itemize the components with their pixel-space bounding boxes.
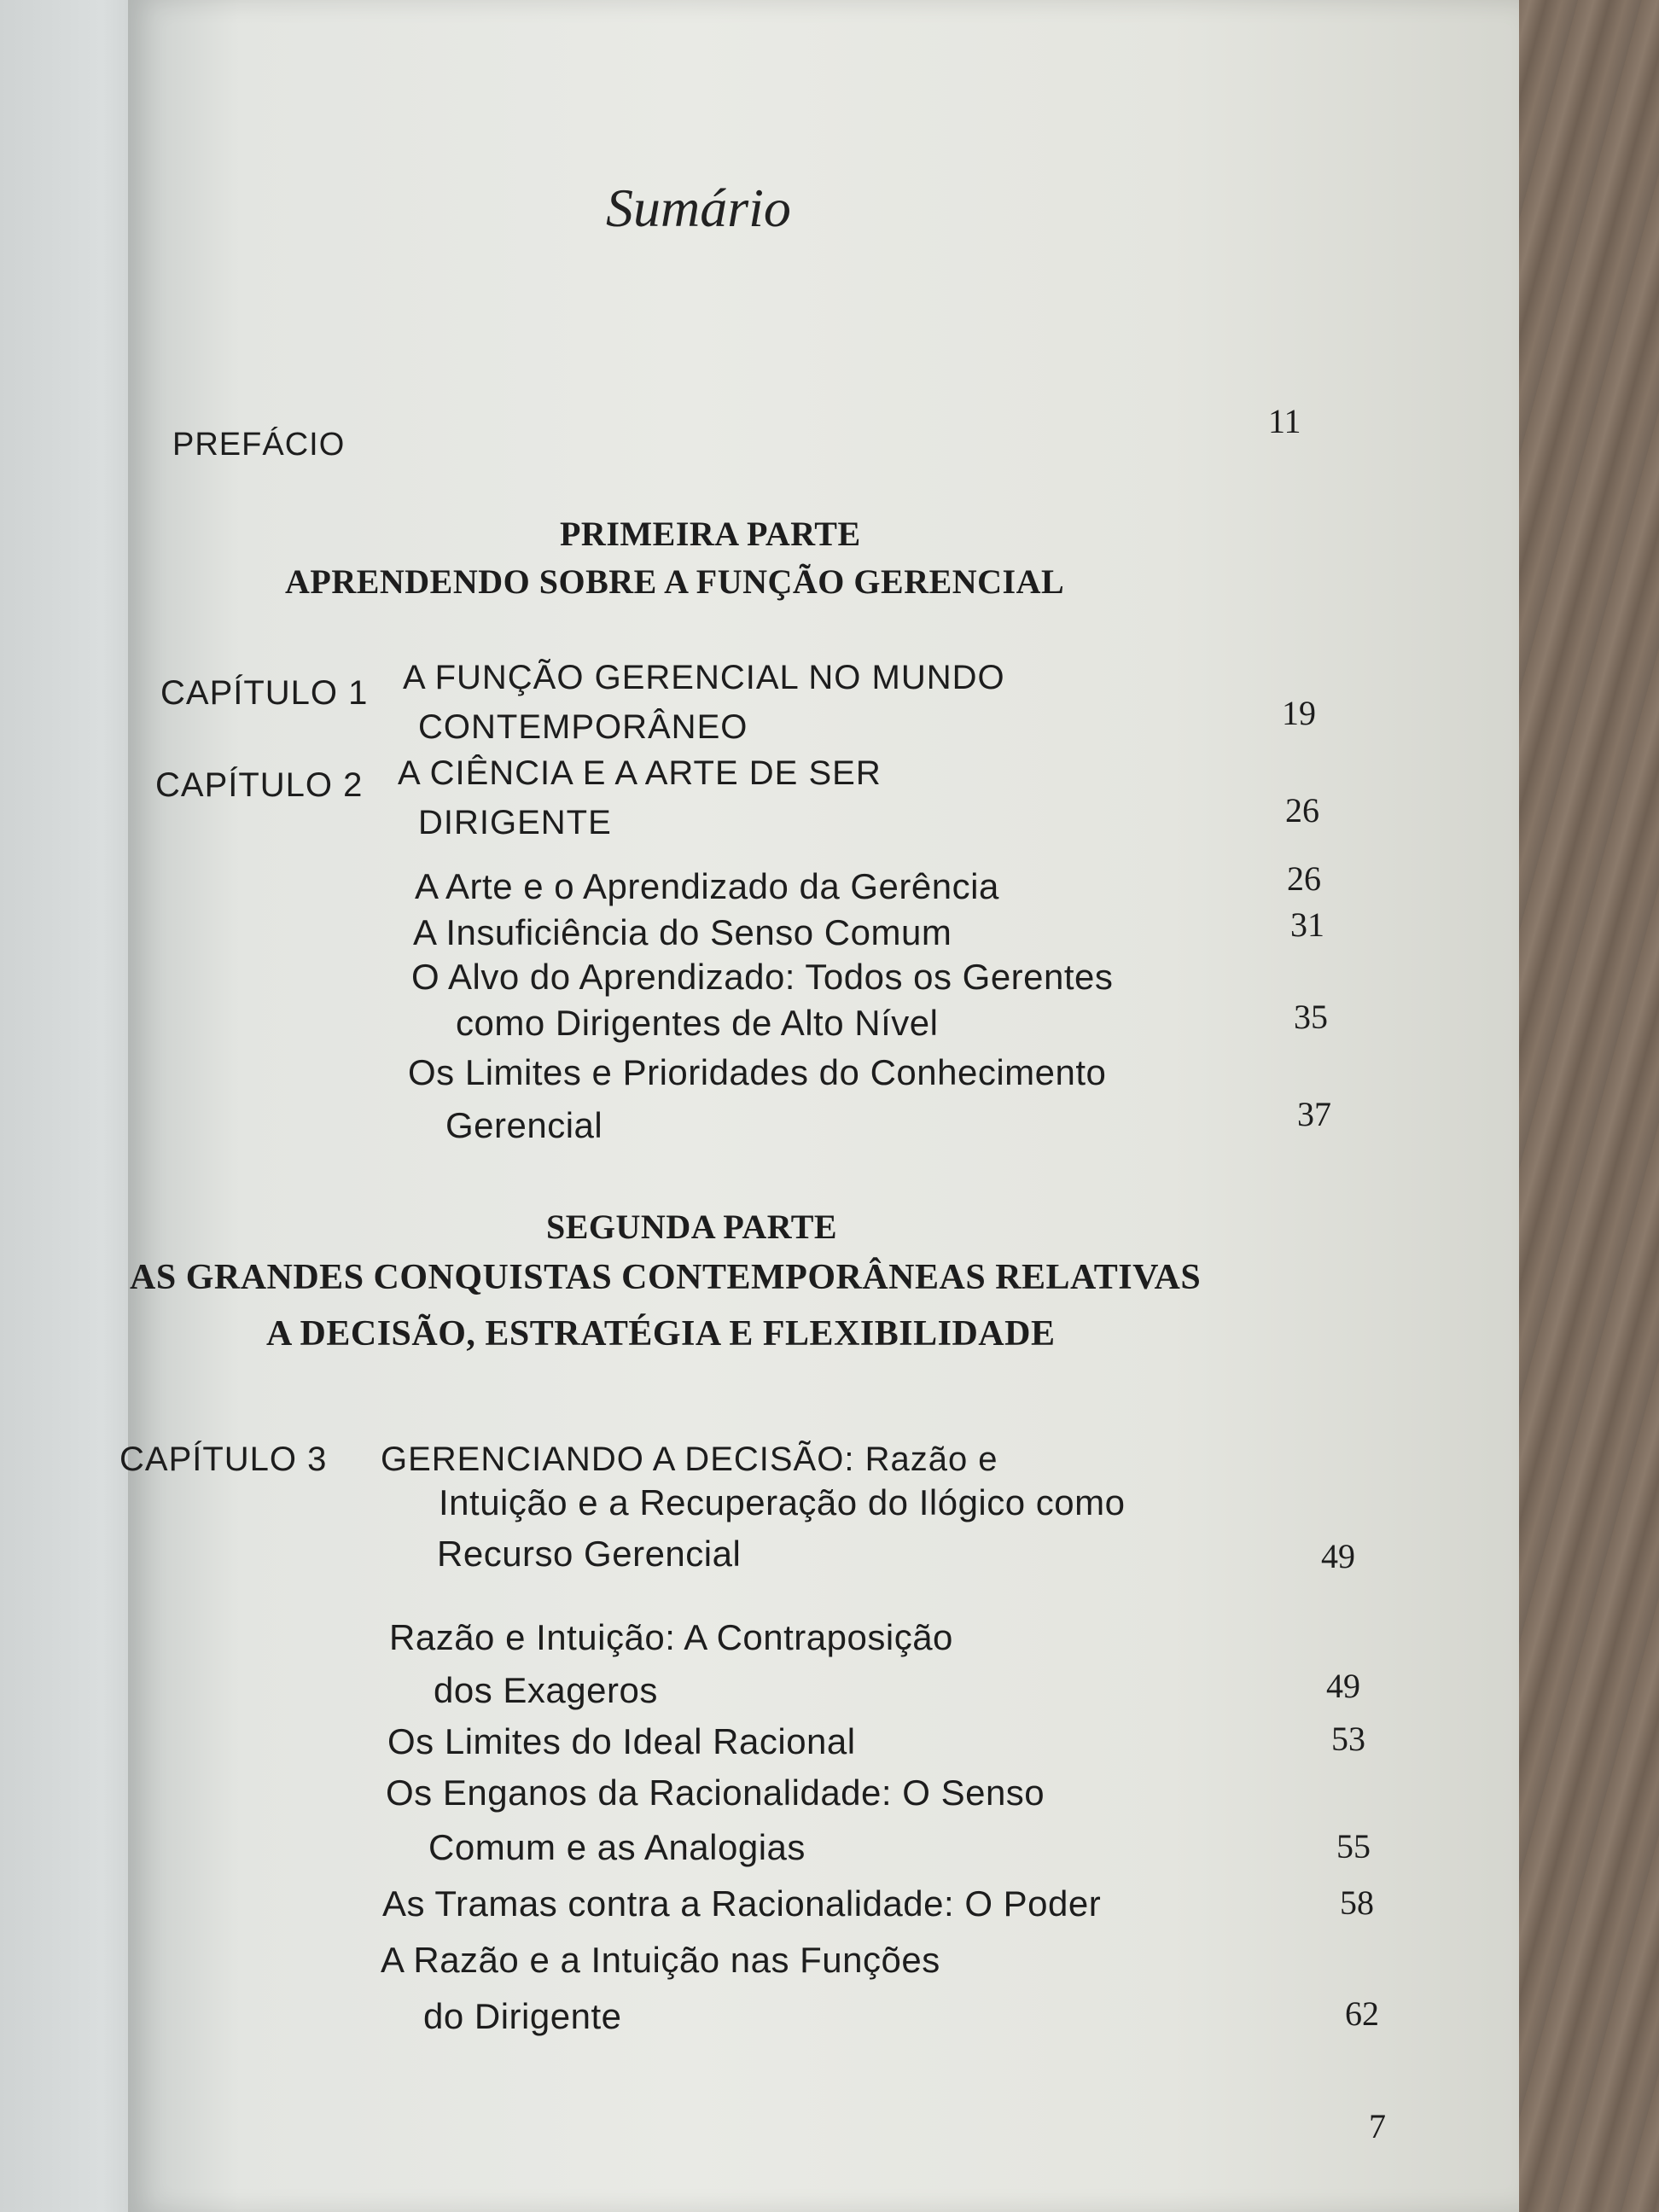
ch3-label: CAPÍTULO 3 xyxy=(119,1441,328,1478)
ch3-section-3-page: 55 xyxy=(1336,1827,1371,1866)
part2-heading: SEGUNDA PARTE xyxy=(546,1208,838,1246)
ch2-section-3-line2: como Dirigentes de Alto Nível xyxy=(456,1003,939,1043)
ch2-section-3-line1: O Alvo do Aprendizado: Todos os Gerentes xyxy=(411,957,1114,997)
ch3-section-5-line2: do Dirigente xyxy=(423,1996,622,2036)
page-title: Sumário xyxy=(606,178,791,238)
ch2-section-3-page: 35 xyxy=(1294,998,1328,1036)
ch2-label: CAPÍTULO 2 xyxy=(155,766,364,804)
ch2-page: 26 xyxy=(1285,791,1319,830)
part2-subtitle-line2: A DECISÃO, ESTRATÉGIA E FLEXIBILIDADE xyxy=(266,1314,1056,1353)
ch3-section-5-line1: A Razão e a Intuição nas Funções xyxy=(381,1940,940,1980)
ch3-section-1-line1: Razão e Intuição: A Contraposição xyxy=(389,1617,953,1657)
part1-subtitle: APRENDENDO SOBRE A FUNÇÃO GERENCIAL xyxy=(285,562,1065,601)
book-page xyxy=(119,0,1519,2212)
ch3-section-4-page: 58 xyxy=(1340,1883,1374,1922)
ch3-section-3-line2: Comum e as Analogias xyxy=(428,1827,806,1867)
ch3-section-5-page: 62 xyxy=(1345,1994,1379,2033)
part2-subtitle-line1: AS GRANDES CONQUISTAS CONTEMPORÂNEAS RELATIVAS xyxy=(130,1258,1202,1297)
ch2-section-4-line2: Gerencial xyxy=(445,1105,603,1145)
preface-page: 11 xyxy=(1268,402,1301,440)
ch1-label: CAPÍTULO 1 xyxy=(160,674,369,712)
ch2-title-line2: DIRIGENTE xyxy=(418,804,612,841)
ch3-section-1-page: 49 xyxy=(1326,1667,1360,1705)
ch2-section-1-page: 26 xyxy=(1287,859,1321,898)
page-number: 7 xyxy=(1369,2107,1386,2145)
ch3-section-3-line1: Os Enganos da Racionalidade: O Senso xyxy=(386,1773,1045,1813)
ch2-section-4-line1: Os Limites e Prioridades do Conhecimento xyxy=(408,1052,1107,1092)
ch2-section-4-page: 37 xyxy=(1297,1095,1331,1133)
preface-label: PREFÁCIO xyxy=(172,427,346,463)
ch3-section-4: As Tramas contra a Racionalidade: O Poder xyxy=(382,1883,1102,1924)
ch3-section-2: Os Limites do Ideal Racional xyxy=(387,1721,856,1761)
ch3-section-1-line2: dos Exageros xyxy=(434,1670,658,1710)
ch1-title-line2: CONTEMPORÂNEO xyxy=(418,708,748,746)
ch2-section-2-page: 31 xyxy=(1290,905,1324,944)
ch2-section-1: A Arte e o Aprendizado da Gerência xyxy=(415,866,999,906)
ch3-page: 49 xyxy=(1321,1537,1355,1575)
ch1-page: 19 xyxy=(1282,694,1316,732)
ch1-title-line1: A FUNÇÃO GERENCIAL NO MUNDO xyxy=(403,659,1005,696)
part1-heading: PRIMEIRA PARTE xyxy=(560,515,861,553)
ch3-section-2-page: 53 xyxy=(1331,1720,1365,1758)
ch3-title-line3: Recurso Gerencial xyxy=(437,1534,742,1574)
ch2-title-line1: A CIÊNCIA E A ARTE DE SER xyxy=(398,754,882,792)
ch2-section-2: A Insuficiência do Senso Comum xyxy=(413,912,952,952)
ch3-title-line1: GERENCIANDO A DECISÃO: Razão e xyxy=(381,1441,998,1478)
ch3-title-line2: Intuição e a Recuperação do Ilógico como xyxy=(439,1482,1126,1522)
